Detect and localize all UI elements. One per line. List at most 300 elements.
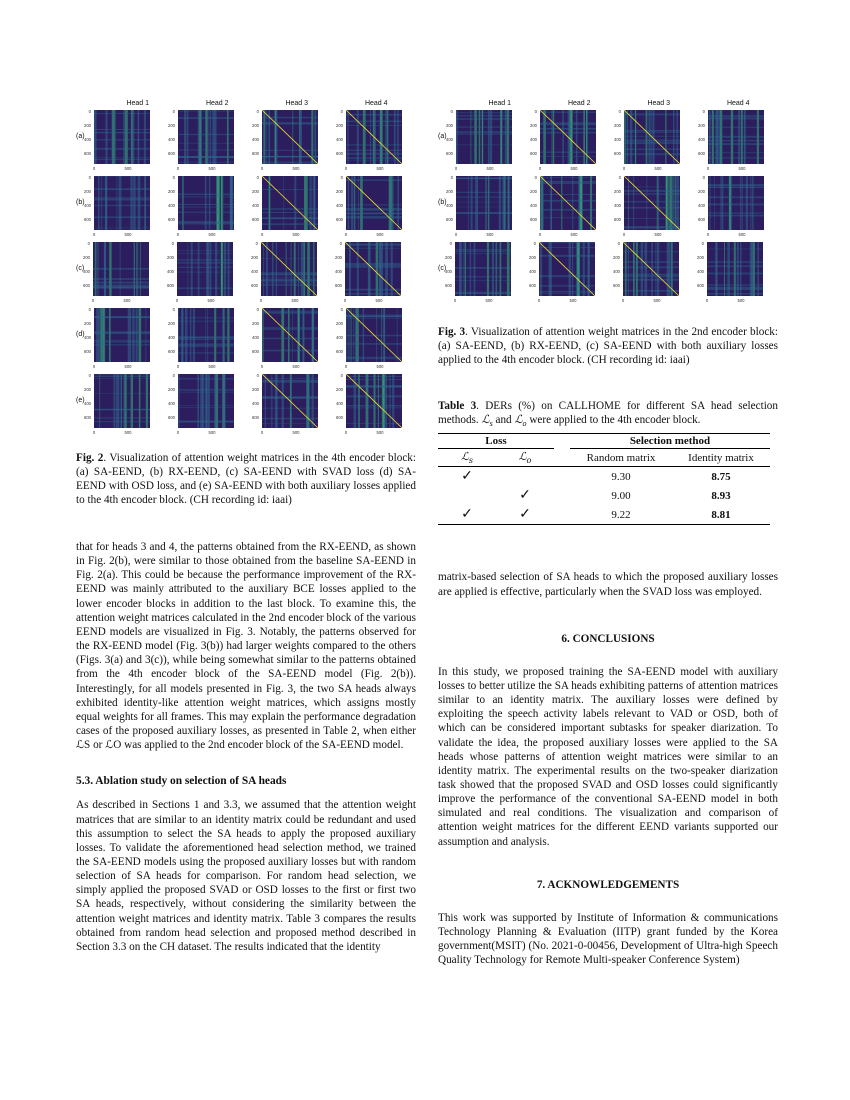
y-tick-label: 400 [251,269,259,274]
y-tick-label: 200 [335,255,343,260]
y-tick-label: 200 [251,387,259,392]
table-3-col-ls [438,449,496,467]
x-tick-label: 0 [92,166,95,171]
x-tick-label: 0 [92,232,95,237]
right-paragraph-2: In this study, we proposed training the SA-EEND model with auxiliary losses to better utilize the SA heads exhibiting patterns of attention matrices similar to an identity matrix. The auxiliary losses were defined by exploiting the speech activity labels relevant to VAD or OSD, both of which can be considered important subtasks for speaker diarization. To validate the idea, the proposed auxiliary losses were applied to the SA heads whose patterns of attention weight matrices were similar to an identity matrix. The experimental results on the two-speaker diarization task showed that the proposed SVAD and OSD losses could significantly improve the performance of the conventional SA-EEND model in both simulated and real conditions. The visualization and comparison of attention weight matrices for the different EEND variants supported our assumption and analysis. [438,665,778,848]
y-tick-label: 200 [697,123,705,128]
fig2-row-label: (a) [76,133,85,140]
table-3-col-lo-sub: o [526,456,532,466]
x-tick-label: 0 [706,166,709,171]
fig2-row [76,173,416,239]
y-tick-label: 600 [251,415,259,420]
x-tick-label: 0 [706,232,709,237]
y-tick-label: 400 [697,137,705,142]
y-tick-label: 400 [167,335,175,340]
fig2-row [76,107,416,173]
x-tick-label: 0 [344,298,347,303]
y-tick-label: 400 [529,269,537,274]
x-tick-label: 500 [124,232,132,237]
y-tick-label: 200 [529,123,537,128]
table-3-spacer [554,467,570,487]
table-3-col-ls-symbol: ℒ [460,450,469,464]
section-7-heading: 7. ACKNOWLEDGEMENTS [536,878,680,891]
x-tick-label: 0 [538,298,541,303]
y-tick-label: 600 [529,151,537,156]
y-tick-label: 600 [445,217,453,222]
y-tick-label: 200 [445,189,453,194]
y-tick-label: 200 [167,189,175,194]
y-tick-label: 400 [167,269,175,274]
y-tick-label: 400 [83,335,91,340]
figure-3-head-labels [460,100,778,107]
y-tick-label: 400 [335,137,343,142]
y-tick-label: 400 [167,137,175,142]
y-tick-label: 0 [256,373,259,378]
fig3-row [438,107,778,173]
fig2-matrix [85,107,169,171]
table-3-cell-random: 9.30 [611,470,631,483]
fig2-matrix [337,107,421,171]
section-6-heading: 6. CONCLUSIONS [561,632,655,645]
y-tick-label: 400 [697,203,705,208]
figure-2-caption-text: . Visualization of attention weight matrices in the 4th encoder block: (a) SA-EEND, (b) RX-EEND, (c) SA-EEND with SVAD loss (d) SA-EEND with OSD loss, and (e) SA-EEND with both auxiliary losses applied to the 4th encoder block. (CH recording id: iaai) [76,452,416,506]
fig3-matrix [699,173,783,237]
y-tick-label: 200 [83,321,91,326]
fig2-head-label-3: Head 3 [285,100,309,107]
y-tick-label: 0 [450,109,453,114]
right-paragraph-3: This work was supported by Institute of Information & communications Technology Planning & Evaluation (IITP) grant funded by the Korea government(MSIT) (No. 2021-0-00456, Development of Ultra-high Speech Quality Technology for Remote Multi-speaker Conference System) [438,911,778,967]
y-tick-label: 0 [171,241,175,246]
fig3-matrix [614,239,698,303]
fig3-head-label-4: Head 4 [726,100,750,107]
y-tick-label: 400 [83,203,91,208]
x-tick-label: 0 [176,364,179,369]
y-tick-label: 0 [702,175,705,180]
table-3-cell-random: 9.00 [611,489,631,502]
y-tick-label: 0 [88,109,91,114]
y-tick-label: 200 [83,387,91,392]
figure-3-caption-text: . Visualization of attention weight matrices in the 2nd encoder block: (a) SA-EEND, (b) RX-EEND, (c) SA-EEND with both auxiliary losses applied to the 4th encoder block. (CH recording id: iaai) [438,326,778,366]
y-tick-label: 200 [335,321,343,326]
y-tick-label: 200 [697,255,705,260]
x-tick-label: 500 [653,298,661,303]
table-3 [438,433,770,525]
x-tick-label: 0 [176,298,179,303]
y-tick-label: 400 [529,137,537,142]
y-tick-label: 200 [251,123,259,128]
table-3-spacer [554,486,570,505]
y-tick-label: 600 [529,283,537,288]
y-tick-label: 400 [335,401,343,406]
y-tick-label: 600 [83,283,91,288]
y-tick-label: 400 [83,401,91,406]
x-tick-label: 500 [376,232,384,237]
table-3-col-random: Random matrix [586,451,656,464]
x-tick-label: 500 [292,166,300,171]
y-tick-label: 200 [167,123,175,128]
x-tick-label: 0 [92,298,95,303]
y-tick-label: 0 [533,241,537,246]
table-3-row [438,486,770,505]
fig3-matrix [615,107,699,171]
y-tick-label: 0 [255,241,259,246]
fig2-matrix [336,239,420,303]
y-tick-label: 600 [83,217,91,222]
y-tick-label: 400 [251,401,259,406]
fig2-head-label-1: Head 1 [126,100,150,107]
y-tick-label: 600 [167,151,175,156]
table-3-col-ls-sub: s [468,456,474,466]
right-column [438,100,778,967]
y-tick-label: 400 [251,335,259,340]
x-tick-label: 0 [260,166,263,171]
fig2-row-label: (b) [76,199,85,206]
x-tick-label: 500 [376,166,384,171]
fig3-row-label: (c) [438,265,447,272]
y-tick-label: 200 [167,387,175,392]
y-tick-label: 400 [613,137,621,142]
left-paragraph-2: As described in Sections 1 and 3.3, we assumed that the attention weight matrices that are similar to an identity matrix could be redundant and used this assumption to select the SA heads to apply the proposed auxiliary losses. To validate the aforementioned head selection method, we trained the SA-EEND models using the proposed auxiliary losses but with random selection of SA heads for comparison. For random head selection, we simply applied the proposed SVAD or OSD losses to the first or first two SA heads, respectively, without considering the similarity between the attention weight matrices and identity matrix. Table 3 compares the results obtained from random head selection and proposed method described in Section 3.3 on the CH dataset. The results indicated that the identity [76,799,416,953]
x-tick-label: 0 [92,430,95,435]
fig2-matrix [169,173,253,237]
x-tick-label: 500 [208,364,216,369]
fig2-row [76,239,416,305]
table-3-caption [438,399,778,431]
figure-2-caption [76,451,416,507]
fig2-matrix [168,239,252,303]
table-3-caption-lo-sub: o [522,419,527,429]
fig2-row [76,371,416,437]
fig2-matrix [253,107,337,171]
table-3-cell-lo [496,467,554,487]
table-3-cell-ls [438,486,496,505]
y-tick-label: 400 [251,137,259,142]
y-tick-label: 600 [613,151,621,156]
y-tick-label: 0 [449,241,453,246]
x-tick-label: 500 [654,232,662,237]
fig2-matrix [84,239,168,303]
table-3-cell-lo: ✓ [519,507,531,523]
y-tick-label: 0 [172,307,175,312]
y-tick-label: 200 [335,387,343,392]
fig3-head-label-2: Head 2 [567,100,591,107]
y-tick-label: 200 [83,123,91,128]
y-tick-label: 200 [251,321,259,326]
fig2-matrix [337,305,421,369]
y-tick-label: 200 [251,255,259,260]
y-tick-label: 600 [251,151,259,156]
x-tick-label: 500 [486,166,494,171]
fig3-row [438,239,778,305]
left-paragraph-1: that for heads 3 and 4, the patterns obtained from the RX-EEND, as shown in Fig. 2(b), were similar to those obtained from the baseline SA-EEND in Fig. 2(a). This could be because the performance improvement of the RX-EEND was mainly attributed to the auxiliary BCE losses applied to the lower encoder blocks in addition to the last block. To examine this, the attention weight matrices calculated in the 2nd encoder block of the various EEND models are visualized in Fig. 3. Notably, the patterns observed for the RX-EEND model (Fig. 3(b)) had larger weights compared to the others (Figs. 3(a) and 3(c)), while being somewhat similar to the patterns obtained from the 4th encoder block of the SA-EEND model (Fig. 2(b)). Interestingly, for all models presented in Fig. 3, the two SA heads always exhibited identity-like attention weight matrices, which assigns mostly equal weights for all frames. This may explain the performance degradation cases of the proposed auxiliary losses, as presented in Table 2, when either ℒS or ℒO was applied to the 2nd encoder block of the SA-EEND model. [76,541,416,752]
fig3-matrix [531,107,615,171]
y-tick-label: 600 [445,151,453,156]
x-tick-label: 500 [569,298,577,303]
fig2-matrix [253,371,337,435]
x-tick-label: 500 [485,298,493,303]
x-tick-label: 0 [344,166,347,171]
table-3-body [438,467,770,525]
fig3-matrix [531,173,615,237]
y-tick-label: 400 [335,203,343,208]
x-tick-label: 500 [292,232,300,237]
table-3-caption-text-1: . DERs (%) on CALLHOME for different SA head selection methods. [438,400,778,426]
x-tick-label: 0 [260,430,263,435]
y-tick-label: 600 [335,283,343,288]
y-tick-label: 200 [251,189,259,194]
y-tick-label: 0 [88,373,91,378]
y-tick-label: 0 [172,109,175,114]
x-tick-label: 500 [208,166,216,171]
y-tick-label: 600 [167,283,175,288]
table-3-col-identity: Identity matrix [688,451,754,464]
y-tick-label: 0 [618,175,621,180]
x-tick-label: 0 [454,298,457,303]
fig2-head-label-4: Head 4 [364,100,388,107]
fig2-matrix [337,173,421,237]
figure-3-caption [438,325,778,367]
y-tick-label: 200 [335,189,343,194]
y-tick-label: 600 [697,217,705,222]
x-tick-label: 0 [344,364,347,369]
figure-2-grid [76,107,416,437]
y-tick-label: 0 [618,109,621,114]
fig2-matrix [252,239,336,303]
y-tick-label: 600 [335,217,343,222]
fig3-matrix [530,239,614,303]
y-tick-label: 200 [613,123,621,128]
x-tick-label: 0 [260,298,263,303]
table-3-group-loss: Loss [438,434,554,449]
y-tick-label: 0 [256,175,259,180]
figure-2-caption-label: Fig. 2 [76,452,104,464]
y-tick-label: 200 [167,255,175,260]
left-column [76,100,416,954]
fig3-matrix [615,173,699,237]
y-tick-label: 600 [83,415,91,420]
y-tick-label: 200 [335,123,343,128]
y-tick-label: 400 [167,203,175,208]
x-tick-label: 0 [538,232,541,237]
fig2-matrix [85,173,169,237]
y-tick-label: 600 [167,217,175,222]
y-tick-label: 0 [702,109,705,114]
table-3-cell-identity: 8.81 [711,508,731,521]
y-tick-label: 600 [83,151,91,156]
y-tick-label: 0 [88,307,91,312]
table-3-row [438,467,770,487]
fig3-matrix [447,107,531,171]
y-tick-label: 400 [335,269,343,274]
y-tick-label: 200 [445,123,453,128]
y-tick-label: 400 [529,203,537,208]
table-3-cell-identity: 8.75 [711,470,731,483]
x-tick-label: 500 [570,232,578,237]
y-tick-label: 600 [167,415,175,420]
table-3-caption-label: Table 3 [438,400,477,412]
y-tick-label: 600 [445,283,453,288]
y-tick-label: 600 [697,151,705,156]
fig2-matrix [85,305,169,369]
y-tick-label: 200 [167,321,175,326]
y-tick-label: 0 [87,241,91,246]
table-3-cell-lo: ✓ [519,488,531,504]
fig3-head-label-1: Head 1 [488,100,512,107]
y-tick-label: 0 [339,241,343,246]
fig3-head-label-3: Head 3 [647,100,671,107]
y-tick-label: 200 [529,189,537,194]
y-tick-label: 200 [83,255,91,260]
x-tick-label: 0 [92,364,95,369]
y-tick-label: 600 [251,217,259,222]
fig2-matrix [169,305,253,369]
x-tick-label: 0 [260,232,263,237]
fig3-matrix [698,239,782,303]
y-tick-label: 0 [340,175,343,180]
y-tick-label: 400 [445,137,453,142]
fig3-row [438,173,778,239]
table-3-cell-identity: 8.93 [711,489,731,502]
fig3-matrix [699,107,783,171]
y-tick-label: 400 [613,203,621,208]
y-tick-label: 400 [697,269,705,274]
y-tick-label: 600 [335,415,343,420]
table-3-caption-lo: ℒ [514,413,523,426]
x-tick-label: 500 [738,166,746,171]
table-3-group-selection: Selection method [570,434,770,449]
fig2-matrix [169,371,253,435]
y-tick-label: 200 [613,255,621,260]
x-tick-label: 0 [260,364,263,369]
x-tick-label: 0 [176,166,179,171]
y-tick-label: 600 [697,283,705,288]
y-tick-label: 0 [340,373,343,378]
table-3-row [438,505,770,525]
y-tick-label: 200 [445,255,453,260]
x-tick-label: 500 [291,298,299,303]
section-5-3-heading: 5.3. Ablation study on selection of SA heads [76,775,287,788]
y-tick-label: 0 [450,175,453,180]
y-tick-label: 400 [613,269,621,274]
figure-3-grid [438,107,778,305]
fig2-row-label: (e) [76,397,85,404]
y-tick-label: 0 [172,373,175,378]
y-tick-label: 600 [335,151,343,156]
y-tick-label: 0 [534,175,537,180]
y-tick-label: 400 [445,203,453,208]
fig2-row-label: (d) [76,331,85,338]
x-tick-label: 0 [622,166,625,171]
x-tick-label: 0 [538,166,541,171]
x-tick-label: 500 [570,166,578,171]
x-tick-label: 500 [208,430,216,435]
fig2-matrix [253,173,337,237]
y-tick-label: 600 [167,349,175,354]
table-3-cell-ls: ✓ [461,507,473,523]
fig3-matrix [446,239,530,303]
x-tick-label: 500 [124,364,132,369]
figure-3-caption-label: Fig. 3 [438,326,466,338]
y-tick-label: 600 [529,217,537,222]
x-tick-label: 500 [292,430,300,435]
y-tick-label: 600 [251,283,259,288]
table-3-spacer [554,505,570,525]
x-tick-label: 500 [376,430,384,435]
fig3-matrix [447,173,531,237]
fig2-matrix [337,371,421,435]
y-tick-label: 0 [256,109,259,114]
x-tick-label: 0 [622,298,625,303]
y-tick-label: 600 [613,217,621,222]
figure-2 [76,100,416,437]
fig3-row-label: (b) [438,199,447,206]
fig2-matrix [253,305,337,369]
x-tick-label: 0 [454,232,457,237]
y-tick-label: 400 [251,203,259,208]
y-tick-label: 600 [335,349,343,354]
x-tick-label: 0 [454,166,457,171]
y-tick-label: 400 [83,269,91,274]
fig2-head-label-2: Head 2 [205,100,229,107]
y-tick-label: 400 [167,401,175,406]
y-tick-label: 0 [617,241,621,246]
y-tick-label: 0 [534,109,537,114]
table-3-caption-ls: ℒ [481,413,490,426]
fig2-matrix [85,371,169,435]
x-tick-label: 500 [375,298,383,303]
table-3-caption-text-2: were applied to the 4th encoder block. [526,414,701,426]
table-3-cell-random: 9.22 [611,508,631,521]
x-tick-label: 0 [176,430,179,435]
y-tick-label: 400 [335,335,343,340]
y-tick-label: 600 [83,349,91,354]
y-tick-label: 200 [613,189,621,194]
y-tick-label: 600 [613,283,621,288]
x-tick-label: 0 [622,232,625,237]
x-tick-label: 500 [124,430,132,435]
table-3-col-lo-symbol: ℒ [518,450,527,464]
figure-2-head-labels [98,100,416,107]
y-tick-label: 600 [251,349,259,354]
fig2-matrix [169,107,253,171]
x-tick-label: 500 [654,166,662,171]
fig2-row [76,305,416,371]
fig3-row-label: (a) [438,133,447,140]
x-tick-label: 0 [344,430,347,435]
y-tick-label: 0 [88,175,91,180]
x-tick-label: 500 [208,232,216,237]
x-tick-label: 500 [737,298,745,303]
y-tick-label: 400 [445,269,453,274]
y-tick-label: 400 [83,137,91,142]
table-3-cell-ls: ✓ [461,469,473,485]
table-3-caption-and: and [492,414,515,426]
y-tick-label: 0 [701,241,705,246]
y-tick-label: 0 [172,175,175,180]
fig2-row-label: (c) [76,265,85,272]
x-tick-label: 500 [486,232,494,237]
x-tick-label: 500 [207,298,215,303]
figure-3 [438,100,778,305]
x-tick-label: 500 [124,166,132,171]
y-tick-label: 200 [83,189,91,194]
x-tick-label: 500 [738,232,746,237]
y-tick-label: 0 [340,109,343,114]
table-3-col-lo [496,449,554,467]
y-tick-label: 0 [340,307,343,312]
y-tick-label: 200 [529,255,537,260]
right-paragraph-1: matrix-based selection of SA heads to which the proposed auxiliary losses are applied is effective, particularly when the SVAD loss was employed. [438,571,778,598]
